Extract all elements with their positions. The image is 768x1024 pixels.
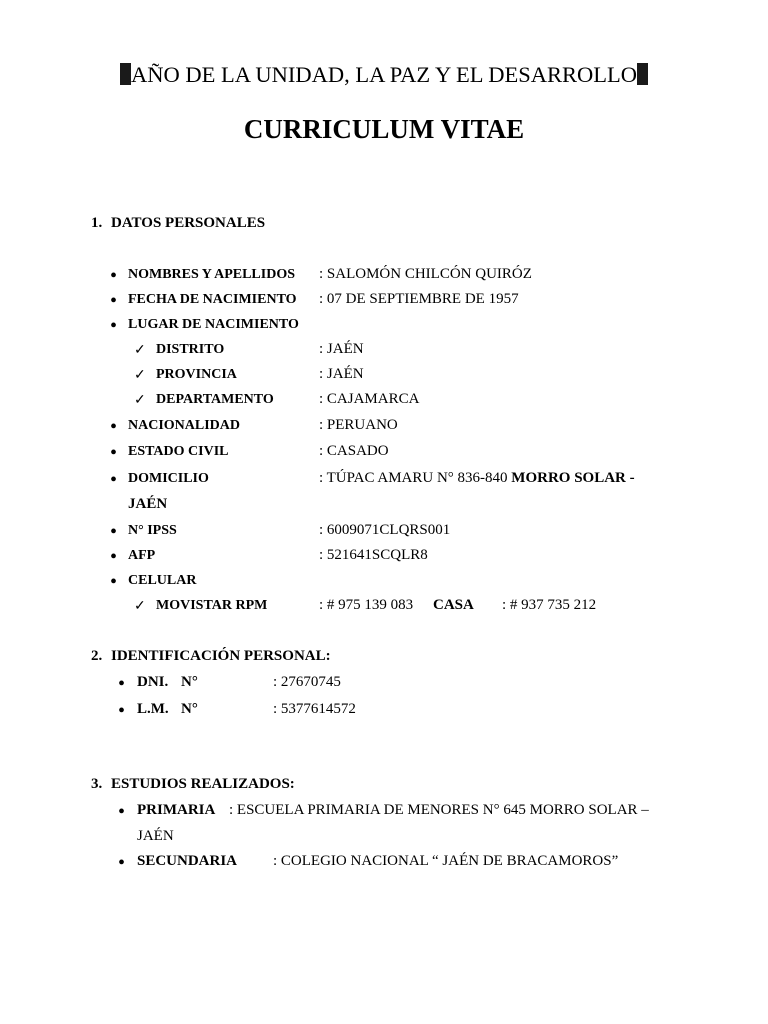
highlight-mark-left [120, 63, 131, 85]
check-icon: ✓ [134, 368, 146, 383]
label-lm-n: N° [181, 701, 198, 717]
check-icon: ✓ [134, 599, 146, 614]
value-dni: : 27670745 [273, 674, 341, 690]
label-fecha: FECHA DE NACIMIENTO [128, 292, 297, 307]
bullet-icon: • [110, 521, 118, 543]
label-provincia: PROVINCIA [156, 367, 237, 382]
label-distrito: DISTRITO [156, 342, 225, 357]
label-lm: L.M. [137, 701, 169, 717]
label-lugar: LUGAR DE NACIMIENTO [128, 317, 299, 332]
value-movistar-rpm: : # 975 139 083 [319, 597, 414, 613]
check-icon: ✓ [134, 393, 146, 408]
bullet-icon: • [118, 852, 126, 874]
bullet-icon: • [110, 315, 118, 337]
label-casa: CASA [433, 597, 474, 613]
label-nacionalidad: NACIONALIDAD [128, 418, 241, 433]
bullet-icon: • [110, 416, 118, 438]
label-celular: CELULAR [128, 573, 197, 588]
highlight-mark-right [637, 63, 648, 85]
bullet-icon: • [118, 673, 126, 695]
value-primaria: : ESCUELA PRIMARIA DE MENORES N° 645 MORRO SOLAR – [229, 802, 649, 818]
label-secundaria: SECUNDARIA [137, 853, 238, 869]
value-fecha: : 07 DE SEPTIEMBRE DE 1957 [319, 291, 519, 307]
bullet-icon: • [110, 290, 118, 312]
section-heading-datos-personales: 1. DATOS PERSONALES [91, 215, 266, 231]
label-movistar-rpm: MOVISTAR RPM [156, 598, 268, 613]
label-dni: DNI. [137, 674, 169, 690]
bullet-icon: • [110, 571, 118, 593]
label-nombres: NOMBRES Y APELLIDOS [128, 267, 295, 282]
value-afp: : 521641SCQLR8 [319, 547, 428, 563]
bullet-icon: • [118, 801, 126, 823]
motto-banner [0, 58, 768, 92]
value-lm: : 5377614572 [273, 701, 356, 717]
check-icon: ✓ [134, 343, 146, 358]
label-departamento: DEPARTAMENTO [156, 392, 274, 407]
bullet-icon: • [110, 442, 118, 464]
value-nombres: : SALOMÓN CHILCÓN QUIRÓZ [319, 266, 532, 282]
section-heading-identificacion: 2. IDENTIFICACIÓN PERSONAL: [91, 648, 331, 664]
bullet-icon: • [110, 546, 118, 568]
value-secundaria: : COLEGIO NACIONAL “ JAÉN DE BRACAMOROS” [273, 853, 619, 869]
section-heading-estudios: 3. ESTUDIOS REALIZADOS: [91, 776, 295, 792]
label-primaria: PRIMARIA [137, 802, 216, 818]
value-casa: : # 937 735 212 [502, 597, 597, 613]
value-nacionalidad: : PERUANO [319, 417, 398, 433]
value-primaria-cont: JAÉN [137, 828, 174, 844]
label-afp: AFP [128, 548, 156, 563]
bullet-icon: • [118, 700, 126, 722]
label-dni-n: N° [181, 674, 198, 690]
value-departamento: : CAJAMARCA [319, 391, 420, 407]
motto-text: AÑO DE LA UNIDAD, LA PAZ Y EL DESARROLLO [130, 62, 638, 87]
value-estado-civil: : CASADO [319, 443, 389, 459]
label-domicilio: DOMICILIO [128, 471, 209, 486]
value-domicilio-cont: JAÉN [128, 496, 168, 512]
label-ipss: N° IPSS [128, 523, 177, 538]
bullet-icon: • [110, 265, 118, 287]
label-estado-civil: ESTADO CIVIL [128, 444, 229, 459]
value-distrito: : JAÉN [319, 341, 364, 357]
document-title: CURRICULUM VITAE [243, 114, 525, 144]
value-domicilio: : TÚPAC AMARU N° 836-840 MORRO SOLAR - [319, 470, 635, 486]
value-ipss: : 6009071CLQRS001 [319, 522, 451, 538]
value-provincia: : JAÉN [319, 366, 364, 382]
bullet-icon: • [110, 469, 118, 491]
